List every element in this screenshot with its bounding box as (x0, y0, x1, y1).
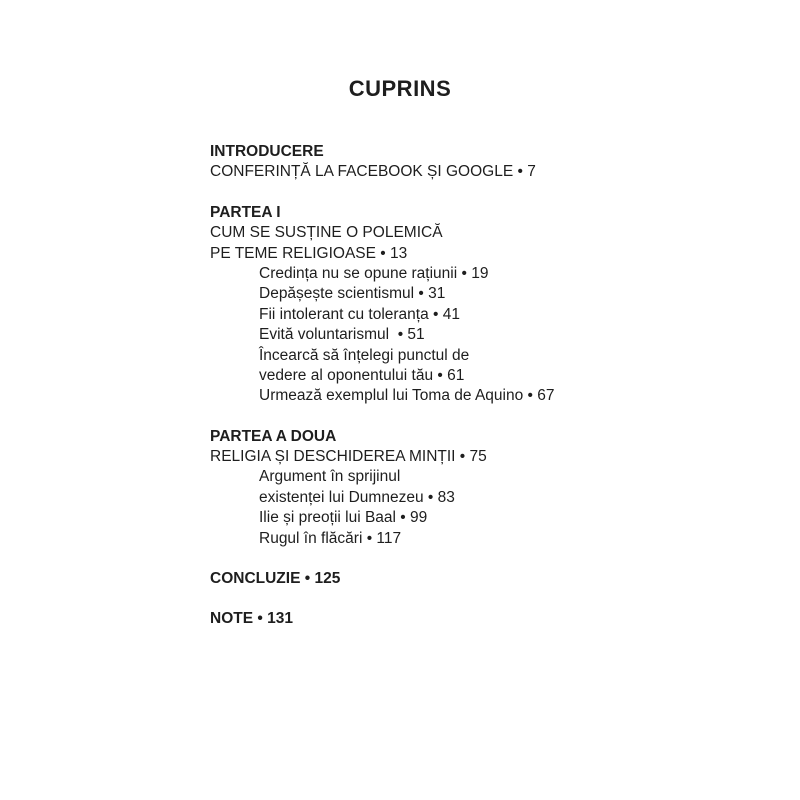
subchapter-entry: Evită voluntarismul • 51 (259, 326, 425, 344)
section-heading: CONCLUZIE • 125 (210, 570, 341, 588)
subchapter-entry: Argument în sprijinul (259, 468, 401, 486)
toc-section-partea-i (210, 203, 770, 407)
subchapter-entry: Depășește scientismul • 31 (259, 285, 446, 303)
toc-section-note (210, 609, 770, 629)
toc-section-introducere (210, 142, 770, 183)
table-of-contents (210, 142, 770, 650)
subchapter-entry: vedere al oponentului tău • 61 (259, 366, 465, 384)
subchapter-entry: existenței lui Dumnezeu • 83 (259, 488, 455, 506)
toc-section-partea-a-doua (210, 427, 770, 549)
toc-section-concluzie (210, 569, 770, 589)
section-heading: PARTEA I (210, 203, 281, 221)
chapter-title: CUM SE SUSȚINE O POLEMICĂ (210, 224, 443, 242)
subchapter-entry: Fii intolerant cu toleranța • 41 (259, 305, 461, 323)
subchapter-entry: Urmează exemplul lui Toma de Aquino • 67 (259, 387, 555, 405)
chapter-title: RELIGIA ȘI DESCHIDEREA MINȚII • 75 (210, 448, 487, 466)
section-heading: NOTE • 131 (210, 610, 293, 628)
chapter-title: CONFERINȚĂ LA FACEBOOK ȘI GOOGLE • 7 (210, 163, 536, 181)
subchapter-entry: Încearcă să înțelegi punctul de (259, 346, 470, 364)
section-heading: PARTEA A DOUA (210, 427, 337, 445)
page-title: CUPRINS (348, 76, 452, 101)
chapter-title: PE TEME RELIGIOASE • 13 (210, 244, 408, 262)
section-heading: INTRODUCERE (210, 143, 324, 160)
subchapter-entry: Rugul în flăcări • 117 (259, 529, 402, 547)
subchapter-entry: Credința nu se opune rațiunii • 19 (259, 264, 489, 282)
subchapter-entry: Ilie și preoții lui Baal • 99 (259, 509, 428, 527)
